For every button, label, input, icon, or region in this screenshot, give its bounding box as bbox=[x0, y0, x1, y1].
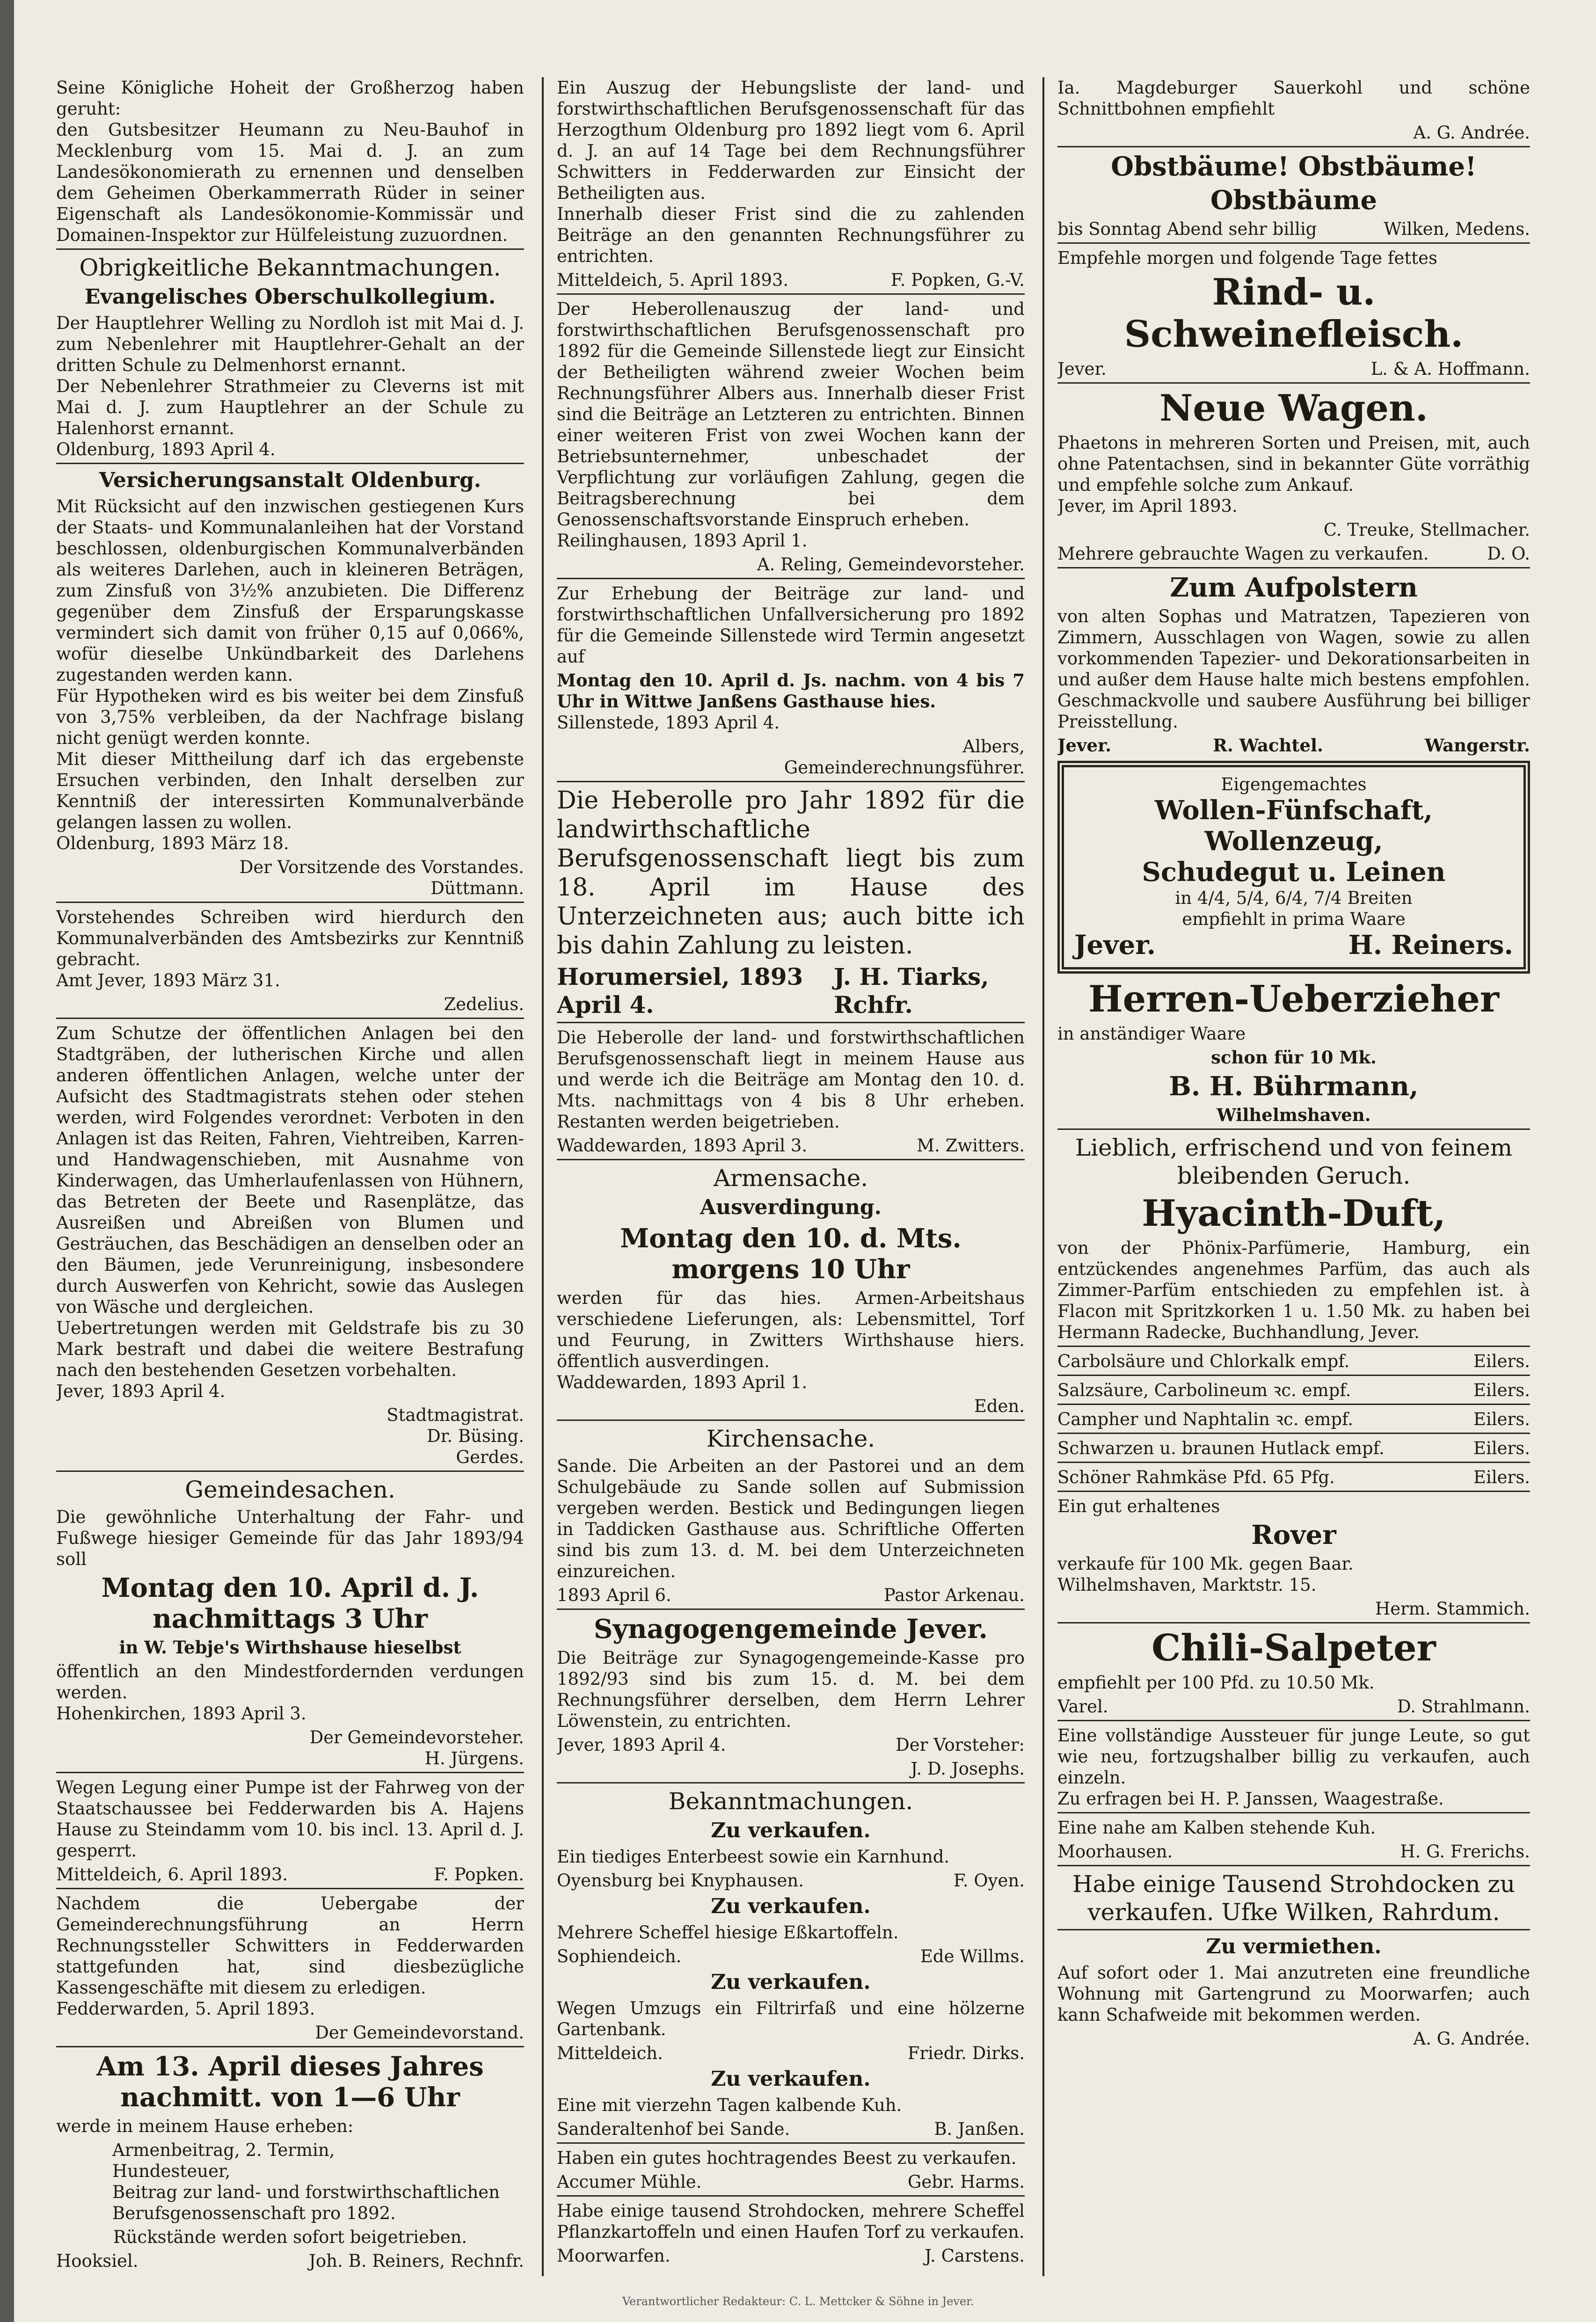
separator-rule bbox=[1057, 1404, 1530, 1405]
separator-rule bbox=[1057, 242, 1530, 244]
text-block bbox=[56, 1777, 524, 1861]
paragraph: Reilinghausen, 1893 April 1. bbox=[557, 531, 808, 551]
subheading: Ausverdingung. bbox=[700, 1195, 882, 1219]
paragraph: Für Hypotheken wird es bis weiter bei dem Zinsfuß von 3,75% verbleiben, da der Nachfrage bislang nicht genügt werden konnte. bbox=[56, 686, 524, 748]
paragraph: von alten Sophas und Matratzen, Tapezieren von Zimmern, Ausschlagen von Wagen, sowie zu allen vorkommenden Tapezier- und Dekorationsarbeiten in und außer dem Hause halte mich bestens empfohlen. Geschmackvolle und saubere Ausführung bei billiger Preisstellung. bbox=[1057, 606, 1530, 732]
display-heading: Montag den 10. April d. J. nachmittags 3 Uhr bbox=[101, 1572, 479, 1634]
subheading: Zu verkaufen. bbox=[711, 1894, 871, 1918]
separator-rule bbox=[56, 248, 524, 250]
line-left: Mehrere gebrauchte Wagen zu verkaufen. bbox=[1057, 544, 1429, 564]
paragraph: Jever, im April 1893. bbox=[1057, 496, 1238, 516]
paragraph: Eine mit vierzehn Tagen kalbende Kuh. bbox=[557, 2095, 902, 2115]
paragraph: den Gutsbesitzer Heumann zu Neu-Bauhof in Mecklenburg vom 15. Mai d. J. an zum Landesökonomierath zu ernennen und denselben dem Geheimen Oberkammerrath Rüder in seiner Eigenschaft als Landesökonomie-Kommissär und Domainen-Inspektor zur Hülfeleistung zuzuordnen. bbox=[56, 120, 524, 245]
line-right: F. Oyen. bbox=[953, 1871, 1025, 1891]
line-left: Mitteldeich, 5. April 1893. bbox=[557, 270, 789, 290]
line-right: H. G. Frerichs. bbox=[1400, 1842, 1530, 1862]
display-headline: Neue Wagen. bbox=[1159, 387, 1428, 429]
signature-line: Der Gemeindevorstand. bbox=[315, 2023, 524, 2043]
text-block bbox=[557, 1998, 1025, 2040]
section-heading: Kirchensache. bbox=[706, 1425, 875, 1452]
date-signature-line bbox=[1057, 1841, 1530, 1862]
subheading: Versicherungsanstalt Oldenburg. bbox=[99, 468, 481, 492]
signature-block bbox=[56, 1727, 524, 1769]
paragraph: Ein tiediges Enterbeest sowie ein Karnhund. bbox=[557, 1847, 950, 1867]
text-block bbox=[1057, 1023, 1530, 1044]
separator-rule bbox=[557, 1782, 1025, 1783]
paragraph: Oldenburg, 1893 März 18. bbox=[56, 833, 289, 853]
paragraph: Hohenkirchen, 1893 April 3. bbox=[56, 1703, 306, 1724]
signature-line: A. G. Andrée. bbox=[1413, 123, 1530, 143]
text-block bbox=[56, 77, 524, 246]
text-block bbox=[1057, 606, 1530, 732]
line-left: Varel. bbox=[1057, 1696, 1108, 1717]
separator-rule bbox=[1057, 382, 1530, 384]
text-block bbox=[1057, 247, 1530, 269]
text-block bbox=[56, 1661, 524, 1724]
text-block bbox=[1057, 432, 1530, 517]
separator-rule bbox=[557, 1159, 1025, 1160]
signature-line: A. Reling, Gemeindevorsteher. bbox=[757, 554, 1025, 575]
separator-rule bbox=[1057, 1375, 1530, 1376]
separator-rule bbox=[557, 1609, 1025, 1610]
line-right: Friedr. Dirks. bbox=[907, 2043, 1025, 2063]
date-signature-line bbox=[557, 1734, 1025, 1755]
signature-line: Albers, bbox=[962, 736, 1025, 757]
line-right: Joh. B. Reiners, Rechnfr. bbox=[309, 2251, 524, 2271]
paragraph: Wilhelmshaven, Marktstr. 15. bbox=[1057, 1575, 1317, 1595]
line-left: Mitteldeich. bbox=[557, 2043, 663, 2063]
line-left: Schwarzen u. braunen Hutlack empf. bbox=[1057, 1438, 1385, 1458]
newspaper-page bbox=[14, 0, 1596, 2322]
line-left: 1893 April 6. bbox=[557, 1585, 671, 1605]
text-block bbox=[557, 1288, 1025, 1393]
signature-line: A. G. Andrée. bbox=[1413, 2029, 1530, 2049]
text-block bbox=[557, 2200, 1025, 2242]
column-divider bbox=[542, 77, 544, 2276]
signature-line: Der Vorsitzende des Vorstandes. bbox=[239, 857, 524, 877]
paragraph: Die Beiträge zur Synagogengemeinde-Kasse pro 1892/93 sind bis zum 15. d. M. bei dem Rechnungsführer derselben, dem Herrn Lehrer Löwenstein, zu entrichten. bbox=[557, 1648, 1025, 1731]
display-heading: Obstbäume! Obstbäume! bbox=[1111, 151, 1477, 182]
paragraph: Amt Jever, 1893 März 31. bbox=[56, 970, 280, 990]
line-left: Waddewarden, 1893 April 3. bbox=[557, 1136, 808, 1156]
subheading: Zu vermiethen. bbox=[1206, 1935, 1382, 1958]
ad-signature bbox=[1074, 930, 1513, 961]
ad-headline: Wollenzeug, bbox=[1204, 826, 1383, 857]
paragraph: Zum Schutze der öffentlichen Anlagen bei den Stadtgräben, der lutherischen Kirche und allen anderen öffentlichen Anlagen, welche unter der Aufsicht des Stadtmagistrats stehen oder stehen werden, wird Folgendes verordnet: Verboten in den Anlagen ist das Reiten, Fahren, Viehtreiben, Karren- und Handwagenschieben, mit Ausnahme von Kinderwagen, das Umherlaufenlassen von Hühnern, das Betreten der Beete und Rasenplätze, das Ausreißen und Abreißen von Blumen und Gesträuchen, das Beschädigen an denselben oder an den Bäumen, jede Verunreinigung, insbesondere durch Auswerfen von Kehricht, sowie das Auslegen von Wäsche und dergleichen. bbox=[56, 1023, 524, 1317]
line-right: Eilers. bbox=[1473, 1467, 1530, 1487]
paragraph: Der Heberollenauszug der land- und forstwirthschaftlichen Berufsgenossenschaft pro 1892 für die Gemeinde Sillenstede liegt zur Einsicht der Betheiligten während zweier Wochen beim Rechnungsführer Albers aus. Innerhalb dieser Frist sind die Beiträge an Letzteren zu entrichten. Binnen einer weiteren Frist von zwei Wochen kann der Betriebsunternehmer, unbeschadet der Verpflichtung zur vorläufigen Zahlung, gegen die Beitragsberechnung bei dem Genossenschaftsvorstande Einspruch erheben. bbox=[557, 299, 1025, 530]
line-right: Eilers. bbox=[1473, 1438, 1530, 1458]
paragraph: Seine Königliche Hoheit der Großherzog haben geruht: bbox=[56, 78, 524, 119]
text-block bbox=[56, 1507, 524, 1570]
text-block bbox=[1057, 1817, 1530, 1838]
line-left: Salzsäure, Carbolineum ꝛc. empf. bbox=[1057, 1380, 1351, 1400]
signature-block bbox=[557, 1758, 1025, 1779]
separator-rule bbox=[56, 902, 524, 903]
separator-rule bbox=[557, 2195, 1025, 2197]
signature-line: Gemeinderechnungsführer. bbox=[784, 757, 1025, 778]
line-right: J. H. Tiarks, Rchfr. bbox=[833, 963, 989, 1019]
large-notice-text: Die Heberolle pro Jahr 1892 für die landwirthschaftliche Berufsgenossenschaft liegt bis zum 18. April im Hause des Unterzeichneten aus; auch bitte ich bis dahin Zahlung zu leisten. bbox=[557, 786, 1025, 960]
subheading: Zu verkaufen. bbox=[711, 2067, 871, 2091]
paragraph: Auf sofort oder 1. Mai anzutreten eine freundliche Wohnung mit Gartengrund zu Moorwarfen; auch kann Schafweide mit bekommen werden. bbox=[1057, 1963, 1530, 2025]
ad-note: in 4/4, 5/4, 6/4, 7/4 Breiten bbox=[1175, 888, 1413, 908]
separator-rule bbox=[1057, 1462, 1530, 1463]
centered-bold-line: schon für 10 Mk. bbox=[1211, 1047, 1377, 1068]
separator-rule bbox=[56, 2046, 524, 2047]
line-right: D. O. bbox=[1487, 544, 1530, 564]
date-signature-line bbox=[557, 1946, 1025, 1967]
display-heading: Am 13. April dieses Jahres nachmitt. von 1—6 Uhr bbox=[96, 2051, 484, 2113]
line-left: bis Sonntag Abend sehr billig bbox=[1057, 219, 1317, 239]
text-block bbox=[56, 496, 524, 854]
paragraph: werden für das hies. Armen-Arbeitshaus verschiedene Lieferungen, als: Lebensmittel, Torf und Feurung, in Zwitters Wirthshause hiers. öffentlich ausverdingen. bbox=[557, 1288, 1025, 1371]
date-signature-line bbox=[1057, 1467, 1530, 1488]
paragraph: Vorstehendes Schreiben wird hierdurch den Kommunalverbänden des Amtsbezirks zur Kenntniß gebracht. bbox=[56, 907, 524, 969]
line-left: Jever. bbox=[1057, 359, 1107, 379]
list-item: Berufsgenossenschaft pro 1892. bbox=[112, 2203, 396, 2223]
display-headline: Chili-Salpeter bbox=[1151, 1627, 1436, 1669]
paragraph: Mit dieser Mittheilung darf ich das ergebenste Ersuchen verbinden, den Inhalt derselben zur Kenntniß der interessirten Kommunalverbände gelangen lassen zu wollen. bbox=[56, 749, 524, 832]
section-heading: Obrigkeitliche Bekanntmachungen. bbox=[79, 254, 501, 281]
paragraph: werde in meinem Hause erheben: bbox=[56, 2116, 354, 2136]
signature-block bbox=[1057, 1598, 1530, 1619]
paragraph: Wegen Legung einer Pumpe ist der Fahrweg von der Staatschaussee bei Fedderwarden bis A. Hajens Hause zu Steindamm vom 10. bis incl. 13. April d. J. gesperrt. bbox=[56, 1777, 524, 1861]
separator-rule bbox=[1057, 1720, 1530, 1721]
paragraph: Waddewarden, 1893 April 1. bbox=[557, 1372, 808, 1392]
separator-rule bbox=[1057, 146, 1530, 147]
date-signature-line bbox=[557, 1585, 1025, 1606]
text-block bbox=[557, 712, 1025, 733]
separator-rule bbox=[557, 1419, 1025, 1421]
paragraph: Sillenstede, 1893 April 4. bbox=[557, 713, 780, 733]
centered-line: Rückstände werden sofort beigetrieben. bbox=[113, 2227, 467, 2247]
text-block bbox=[557, 1922, 1025, 1943]
framed-advertisement bbox=[1057, 761, 1530, 974]
signature-block bbox=[1057, 122, 1530, 143]
text-block bbox=[1057, 1237, 1530, 1343]
paragraph: Innerhalb dieser Frist sind die zu zahlenden Beiträge an den genannten Rechnungsführer zu entrichten. bbox=[557, 204, 1025, 266]
line-left: Jever. bbox=[1074, 930, 1156, 961]
paragraph: Empfehle morgen und folgende Tage fettes bbox=[1057, 248, 1437, 268]
text-block bbox=[1057, 1672, 1530, 1693]
line-left: Accumer Mühle. bbox=[557, 2172, 702, 2192]
line-middle: R. Wachtel. bbox=[1213, 735, 1323, 756]
paragraph: Die gewöhnliche Unterhaltung der Fahr- und Fußwege hiesiger Gemeinde für das Jahr 1893/94 soll bbox=[56, 1507, 524, 1569]
signature-line: H. Jürgens. bbox=[424, 1748, 524, 1769]
paragraph: verkaufe für 100 Mk. gegen Baar. bbox=[1057, 1554, 1354, 1574]
signature-block bbox=[56, 2022, 524, 2043]
column-3 bbox=[1057, 77, 1530, 2276]
signature-block bbox=[557, 1396, 1025, 1417]
paragraph: Ia. Magdeburger Sauerkohl und schöne Schnittbohnen empfiehlt bbox=[1057, 78, 1530, 119]
paragraph: Sande. Die Arbeiten an der Pastorei und an dem Schulgebäude zu Sande sollen auf Submission vergeben werden. Bestick und Bedingungen liegen in Taddicken Gasthause aus. Schriftliche Offerten sind bis zum 13. d. M. bei dem Unterzeichneten einzureichen. bbox=[557, 1456, 1025, 1581]
line-right: Der Vorsteher: bbox=[896, 1735, 1025, 1755]
display-heading: Rover bbox=[1251, 1520, 1336, 1550]
line-right: B. Janßen. bbox=[934, 2119, 1025, 2139]
ad-kicker: Eigengemachtes bbox=[1221, 774, 1367, 794]
separator-rule bbox=[56, 463, 524, 464]
paragraph: Mit Rücksicht auf den inzwischen gestiegenen Kurs der Staats- und Kommunalanleihen hat der Vorstand beschlossen, oldenburgischen Kommunalverbänden als weiteres Darlehen, auch in kleineren Beträgen, zum Zinsfuß von 3½% anzubieten. Die Differenz gegenüber dem Zinsfuß der Ersparungskasse vermindert sich damit von früher 0,15 auf 0,066%, wofür dieselbe Unkündbarkeit des Darlehens zugestanden werden kann. bbox=[56, 496, 524, 685]
list-item: Armenbeitrag, 2. Termin, bbox=[112, 2140, 335, 2160]
column-divider bbox=[1042, 77, 1044, 2276]
signature-block bbox=[56, 1405, 524, 1468]
paragraph: Phaetons in mehreren Sorten und Preisen, mit, auch ohne Patentachsen, sind in bekannter Güte vorräthig und empfehle solche zum Ankauf. bbox=[1057, 433, 1530, 495]
text-block bbox=[557, 2147, 1025, 2169]
signature-line: Zedelius. bbox=[444, 994, 524, 1014]
paragraph: Der Hauptlehrer Welling zu Nordloh ist mit Mai d. J. zum Nebenlehrer mit Hauptlehrer-Gehalt an der dritten Schule zu Delmenhorst ernannt. bbox=[56, 313, 524, 375]
line-right: F. Popken, G.-V. bbox=[890, 270, 1025, 290]
separator-rule bbox=[1057, 1346, 1530, 1347]
signature-line-three bbox=[1057, 735, 1530, 756]
display-heading: Synagogengemeinde Jever. bbox=[593, 1614, 988, 1645]
line-right: L. & A. Hoffmann. bbox=[1370, 359, 1530, 379]
text-block bbox=[557, 1647, 1025, 1732]
paragraph: Wegen Umzugs ein Filtrirfaß und eine hölzerne Gartenbank. bbox=[557, 1998, 1025, 2039]
signature-line: Herm. Stammich. bbox=[1375, 1599, 1530, 1619]
line-right: D. Strahlmann. bbox=[1397, 1696, 1530, 1717]
display-heading: Zum Aufpolstern bbox=[1170, 572, 1418, 603]
text-block bbox=[1057, 77, 1530, 119]
separator-rule bbox=[557, 2142, 1025, 2144]
signature-line: Eden. bbox=[974, 1396, 1025, 1416]
text-block bbox=[56, 2116, 524, 2137]
signature-block bbox=[1057, 519, 1530, 540]
paragraph: öffentlich an den Mindestfordernden verdungen werden. bbox=[56, 1661, 524, 1703]
text-block bbox=[56, 1893, 524, 2019]
text-block bbox=[557, 583, 1025, 667]
text-block bbox=[1057, 1962, 1530, 2025]
subheading: Zu verkaufen. bbox=[711, 1819, 871, 1842]
paragraph: Nachdem die Uebergabe der Gemeinderechnungsführung an Herrn Rechnungssteller Schwitters in Fedderwarden stattgefunden hat, sind diesbezügliche Kassengeschäfte mit diesem zu erledigen. bbox=[56, 1893, 524, 1998]
display-headline: Hyacinth-Duft, bbox=[1142, 1192, 1446, 1235]
date-signature-line bbox=[1057, 1351, 1530, 1372]
bold-paragraph: Montag den 10. April d. Js. nachm. von 4 bis 7 Uhr in Wittwe Janßens Gasthause hies. bbox=[557, 670, 1025, 712]
section-heading: Gemeindesachen. bbox=[185, 1476, 395, 1503]
paragraph: empfiehlt per 100 Pfd. zu 10.50 Mk. bbox=[1057, 1673, 1375, 1693]
paragraph: Uebertretungen werden mit Geldstrafe bis zu 30 Mark bestraft und dabei die weitere Bestrafung nach den bestehenden Gesetzen vorbehalten. bbox=[56, 1318, 524, 1380]
signature-line: J. D. Josephs. bbox=[911, 1759, 1025, 1779]
centered-bold-line: in W. Tebje's Wirthshause hieselbst bbox=[119, 1637, 461, 1658]
text-block bbox=[557, 298, 1025, 551]
separator-rule bbox=[1057, 567, 1530, 568]
text-block bbox=[1057, 1496, 1530, 1517]
date-signature-line bbox=[1057, 543, 1530, 564]
paragraph: Oldenburg, 1893 April 4. bbox=[56, 439, 276, 459]
separator-rule bbox=[1057, 1929, 1530, 1930]
line-right: Eilers. bbox=[1473, 1380, 1530, 1400]
paragraph: Mehrere Scheffel hiesige Eßkartoffeln. bbox=[557, 1922, 899, 1943]
line-right: Wilken, Medens. bbox=[1384, 219, 1530, 239]
signature-line: Der Gemeindevorsteher. bbox=[309, 1727, 524, 1747]
paragraph: Ein Auszug der Hebungsliste der land- und forstwirthschaftlichen Berufsgenossenschaft für das Herzogthum Oldenburg pro 1892 liegt vom 6. April d. J. an auf 14 Tage bei dem Rechnungsführer Schwitters in Fedderwarden zur Einsicht der Betheiligten aus. bbox=[557, 78, 1025, 203]
text-block bbox=[1057, 1725, 1530, 1809]
date-signature-line bbox=[557, 2118, 1025, 2140]
ad-headline: Wollen-Fünfschaft, bbox=[1154, 795, 1433, 826]
line-right: H. Reiners. bbox=[1348, 930, 1513, 961]
date-signature-line bbox=[56, 1864, 524, 1885]
line-left: Horumersiel, 1893 April 4. bbox=[557, 963, 803, 1019]
line-left: Sophiendeich. bbox=[557, 1946, 682, 1966]
paragraph: Eine vollständige Aussteuer für junge Leute, so gut wie neu, fortzugshalber billig zu verkaufen, auch einzeln. bbox=[1057, 1725, 1530, 1788]
ad-headline: Schudegut u. Leinen bbox=[1142, 857, 1446, 888]
separator-rule bbox=[557, 293, 1025, 295]
text-block bbox=[1057, 1553, 1530, 1595]
list-item: Hundesteuer, bbox=[112, 2161, 231, 2181]
text-block bbox=[557, 1846, 1025, 1867]
display-headline: Rind- u. Schweinefleisch. bbox=[1124, 271, 1464, 356]
centered-bold-line: Wilhelmshaven. bbox=[1217, 1105, 1371, 1125]
date-signature-line bbox=[1057, 358, 1530, 379]
line-left: Schöner Rahmkäse Pfd. 65 Pfg. bbox=[1057, 1467, 1335, 1487]
date-signature-line bbox=[557, 2245, 1025, 2266]
line-right: Gebr. Harms. bbox=[907, 2172, 1025, 2192]
date-signature-line bbox=[1057, 1696, 1530, 1717]
paragraph: Habe einige tausend Strohdocken, mehrere Scheffel Pflanzkartoffeln und einen Haufen Torf zu verkaufen. bbox=[557, 2201, 1025, 2242]
paragraph: Haben ein gutes hochtragendes Beest zu verkaufen. bbox=[557, 2148, 1017, 2168]
signature-line: Dr. Büsing. bbox=[427, 1426, 524, 1446]
display-heading: Montag den 10. d. Mts. morgens 10 Uhr bbox=[620, 1223, 962, 1285]
separator-rule bbox=[557, 781, 1025, 782]
text-block bbox=[557, 77, 1025, 267]
text-block bbox=[557, 1027, 1025, 1132]
section-heading: Habe einige Tausend Strohdocken zu verkaufen. Ufke Wilken, Rahrdum. bbox=[1072, 1871, 1516, 1926]
line-left: Jever, 1893 April 4. bbox=[557, 1735, 726, 1755]
line-left: Campher und Naphtalin ꝛc. empf. bbox=[1057, 1409, 1354, 1429]
signature-block bbox=[56, 857, 524, 899]
section-heading: Bekanntmachungen. bbox=[668, 1788, 913, 1815]
date-signature-line bbox=[1057, 1409, 1530, 1430]
imprint-footer: Verantwortlicher Redakteur: C. L. Mettcker & Söhne in Jever. bbox=[622, 2295, 974, 2308]
line-right: Eilers. bbox=[1473, 1351, 1530, 1371]
line-right: F. Popken. bbox=[434, 1864, 524, 1885]
paragraph: Ein gut erhaltenes bbox=[1057, 1496, 1220, 1516]
separator-rule bbox=[1057, 1812, 1530, 1813]
separator-rule bbox=[1057, 1128, 1530, 1130]
date-signature-line bbox=[56, 2250, 524, 2271]
date-signature-line bbox=[557, 963, 1025, 1019]
column-2 bbox=[557, 77, 1025, 2276]
separator-rule bbox=[1057, 1622, 1530, 1623]
paragraph: Zur Erhebung der Beiträge zur land- und forstwirthschaftlichen Unfallversicherung pro 1892 für die Gemeinde Sillenstede wird Termin angesetzt auf bbox=[557, 583, 1025, 667]
line-right: M. Zwitters. bbox=[917, 1136, 1025, 1156]
date-signature-line bbox=[557, 1870, 1025, 1891]
display-headline: Herren-Ueberzieher bbox=[1088, 978, 1500, 1020]
ad-note: empfiehlt in prima Waare bbox=[1182, 909, 1406, 929]
line-right: Pastor Arkenau. bbox=[883, 1585, 1025, 1605]
date-signature-line bbox=[557, 2171, 1025, 2192]
column-1 bbox=[56, 77, 524, 2276]
paragraph: Eine nahe am Kalben stehende Kuh. bbox=[1057, 1818, 1376, 1838]
line-left: Moorwarfen. bbox=[557, 2246, 670, 2266]
paragraph: Die Heberolle der land- und forstwirthschaftlichen Berufsgenossenschaft liegt in meinem Hause aus und werde ich die Beiträge am Montag den 10. d. Mts. nachmittags von 4 bis 8 Uhr erheben. Restanten werden beigetrieben. bbox=[557, 1027, 1025, 1132]
large-notice bbox=[557, 786, 1025, 960]
signature-block bbox=[557, 736, 1025, 778]
paragraph: von der Phönix-Parfümerie, Hamburg, ein entzückendes angenehmes Parfüm, das auch als Zimmer-Parfüm entschieden zu empfehlen ist. à Flacon mit Spritzkorken 1 u. 1.50 Mk. zu haben bei Hermann Radecke, Buchhandlung, Jever. bbox=[1057, 1238, 1530, 1342]
date-signature-line bbox=[557, 2043, 1025, 2064]
separator-rule bbox=[56, 1772, 524, 1773]
separator-rule bbox=[56, 1018, 524, 1019]
section-heading: Armensache. bbox=[713, 1165, 868, 1192]
line-left: Oyensburg bei Knyphausen. bbox=[557, 1871, 804, 1891]
paragraph: Zu erfragen bei H. P. Janssen, Waagestraße. bbox=[1057, 1789, 1444, 1809]
line-right: Eilers. bbox=[1473, 1409, 1530, 1429]
text-block bbox=[56, 313, 524, 460]
separator-rule bbox=[1057, 1491, 1530, 1492]
subheading: Evangelisches Oberschulkollegium. bbox=[84, 285, 496, 309]
line-left: Moorhausen. bbox=[1057, 1842, 1173, 1862]
line-right: J. Carstens. bbox=[925, 2246, 1025, 2266]
section-heading: Lieblich, erfrischend und von feinem bleibenden Geruch. bbox=[1075, 1134, 1513, 1189]
text-block bbox=[557, 1456, 1025, 1582]
signature-line: Stadtmagistrat. bbox=[386, 1405, 524, 1425]
date-signature-line bbox=[1057, 218, 1530, 240]
line-left: Hooksiel. bbox=[56, 2251, 138, 2271]
page-spine bbox=[0, 0, 14, 2322]
paragraph: Jever, 1893 April 4. bbox=[56, 1381, 226, 1401]
signature-block bbox=[557, 554, 1025, 575]
separator-rule bbox=[56, 1888, 524, 1889]
date-signature-line bbox=[1057, 1438, 1530, 1459]
date-signature-line bbox=[1057, 1380, 1530, 1401]
display-heading: Obstbäume bbox=[1210, 185, 1377, 216]
separator-rule bbox=[1057, 1433, 1530, 1434]
signature-line: Düttmann. bbox=[430, 878, 524, 898]
line-left: Mitteldeich, 6. April 1893. bbox=[56, 1864, 288, 1885]
separator-rule bbox=[56, 1470, 524, 1472]
line-left: Carbolsäure und Chlorkalk empf. bbox=[1057, 1351, 1350, 1371]
date-signature-line bbox=[557, 1135, 1025, 1156]
paragraph: Der Nebenlehrer Strathmeier zu Cleverns ist mit Mai d. J. zum Hauptlehrer an der Schule zu Halenhorst ernannt. bbox=[56, 376, 524, 438]
line-right: Wangerstr. bbox=[1424, 735, 1530, 756]
separator-rule bbox=[1057, 1865, 1530, 1866]
separator-rule bbox=[557, 578, 1025, 579]
signature-line: C. Treuke, Stellmacher. bbox=[1323, 520, 1530, 540]
line-left: Jever. bbox=[1057, 735, 1112, 756]
subheading: Zu verkaufen. bbox=[711, 1970, 871, 1994]
separator-rule bbox=[557, 1022, 1025, 1023]
text-block bbox=[56, 1023, 524, 1402]
paragraph: Fedderwarden, 5. April 1893. bbox=[56, 1999, 315, 2019]
line-left: Sanderaltenhof bei Sande. bbox=[557, 2119, 790, 2139]
display-heading: B. H. Bührmann, bbox=[1169, 1071, 1419, 1102]
signature-line: Gerdes. bbox=[456, 1447, 524, 1467]
list-item: Beitrag zur land- und forstwirthschaftlichen bbox=[112, 2182, 500, 2202]
date-signature-line bbox=[557, 269, 1025, 291]
text-block bbox=[56, 907, 524, 991]
signature-block bbox=[1057, 2028, 1530, 2049]
text-block bbox=[557, 2095, 1025, 2116]
paragraph: in anständiger Waare bbox=[1057, 1024, 1246, 1044]
signature-block bbox=[56, 994, 524, 1015]
item-list bbox=[56, 2140, 524, 2224]
line-right: Ede Willms. bbox=[920, 1946, 1025, 1966]
